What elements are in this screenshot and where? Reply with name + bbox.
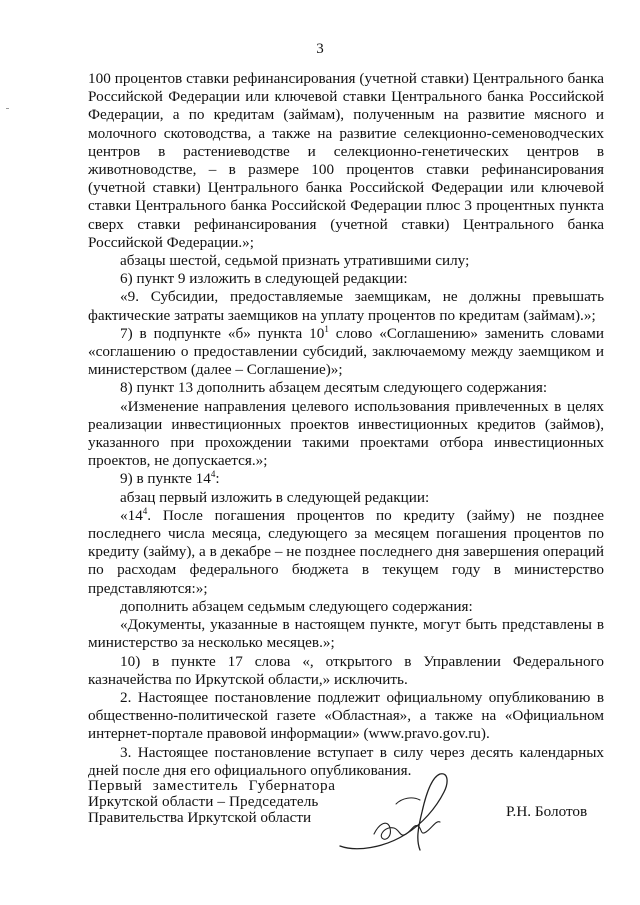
- signatory-title-line-1: Первый заместитель Губернатора: [88, 777, 336, 794]
- paragraph-effective-date: 3. Настоящее постановление вступает в силу через десять календарных дней после дня его официального опубликования.: [88, 743, 604, 779]
- item-14-superscript: 4: [142, 505, 148, 516]
- paragraph-add-seventh: дополнить абзацем седьмым следующего содержания:: [120, 597, 473, 615]
- paragraph-documents-text: «Документы, указанные в настоящем пункте, могут быть представлены в министерство за несколько месяцев.»;: [88, 616, 604, 652]
- item-7-part-b: слово «Соглашению» заменить словами «соглашению о предоставлении субсидий, заключаемому между заемщиком и министерством (далее – Соглашение)»;: [88, 324, 604, 379]
- paragraph-item-8-text: «Изменение направления целевого использования привлеченных в целях реализации инвестиционных проектов инвестиционных кредитов (займов), указанного при прохождении такими проектами отбора инвестиционных проектов, не допускается.»;: [88, 397, 604, 470]
- paragraph-item-6: 6) пункт 9 изложить в следующей редакции:: [120, 270, 408, 288]
- handwritten-signature: [336, 768, 466, 863]
- item-9-part-a: 9) в пункте 14: [120, 470, 211, 488]
- paragraph-14-4-text: [88, 507, 604, 598]
- item-7-part-a: 7) в подпункте «б» пункта 10: [120, 324, 325, 342]
- signatory-title: [88, 778, 336, 826]
- paragraph-rate-continuation: 100 процентов ставки рефинансирования (учетной ставки) Центрального банка Российской Федерации или ключевой ставки Центрального банка Российской Федерации, а по кредитам (займам), полученным на развитие мясного и молочного скотоводства, а также на развитие селекционно-семеноводческих центров в растениеводстве и селекционно-генетических центров в животноводстве, – в размере 100 процентов ставки рефинансирования (учетной ставки) Центрального банка Российской Федерации или ключевой ставки Центрального банка Российской Федерации плюс 3 процентных пункта сверх ставки рефинансирования (учетной ставки) Центрального банка Российской Федерации.»;: [88, 70, 604, 251]
- paragraph-item-9-text: «9. Субсидии, предоставляемые заемщикам, не должны превышать фактические затраты заемщиков на уплату процентов по кредитам (займам).»;: [88, 288, 604, 324]
- item-9-part-b: :: [215, 470, 220, 488]
- signature-block: [88, 778, 608, 868]
- page-number: 3: [316, 41, 324, 57]
- paragraph-repeal: абзацы шестой, седьмой признать утратившими силу;: [120, 252, 470, 270]
- paragraph-item-10: 10) в пункте 17 слова «, открытого в Управлении Федерального казначейства по Иркутской области,» исключить.: [88, 652, 604, 688]
- item-14-part-b: . После погашения процентов по кредиту (займу) не позднее последнего числа месяца, следующего за месяцем погашения процентов по кредиту (займу), а в декабре – не позднее последнего дня завершения операций по расходам федерального бюджета в текущем году в министерство представляются:»;: [88, 506, 604, 597]
- margin-mark: [6, 108, 9, 109]
- paragraph-first-abzac: абзац первый изложить в следующей редакции:: [120, 488, 430, 506]
- item-14-part-a: «14: [120, 506, 143, 524]
- signatory-title-line-2: Иркутской области – Председатель: [88, 793, 319, 810]
- paragraph-item-7: [88, 325, 604, 380]
- signatory-name: Р.Н. Болотов: [506, 803, 588, 820]
- signatory-title-line-3: Правительства Иркутской области: [88, 809, 312, 826]
- item-9-superscript: 4: [210, 469, 216, 480]
- paragraph-item-9: [88, 470, 604, 488]
- paragraph-publication: 2. Настоящее постановление подлежит официальному опубликованию в общественно-политической газете «Областная», а также на «Официальном интернет-портале правовой информации» (www.pravo.gov.ru).: [88, 688, 604, 743]
- item-7-superscript: 1: [324, 323, 329, 334]
- paragraph-item-8: 8) пункт 13 дополнить абзацем десятым следующего содержания:: [120, 379, 548, 397]
- document-body: [88, 70, 604, 780]
